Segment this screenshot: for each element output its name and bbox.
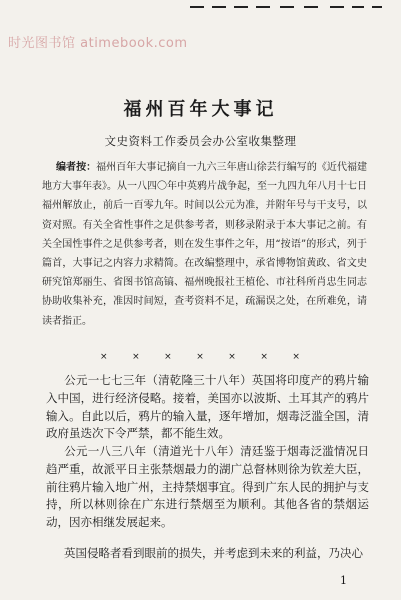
top-rule <box>304 6 318 8</box>
divider-mark: × <box>100 352 108 362</box>
divider-mark: × <box>164 352 172 362</box>
editor-note-label: 编者按： <box>56 162 97 173</box>
divider-mark: × <box>292 352 300 362</box>
divider-mark: × <box>260 352 268 362</box>
divider-mark: × <box>132 352 140 362</box>
top-rule <box>190 6 204 8</box>
editor-note-text: 福州百年大事记摘自一九六三年唐山徐芸行编写的《近代福建地方大事年表》。从一八四〇年中英鸦片战争起，至一九四九年八月十七日福州解放止，前后一百零九年。时间以公元为准，并附年号与干支号，以资对照。有关全省性事件之足供参考者，则移录附录于本大事记之前。有关全国性事件之足供参考者，则在发生事件之年，用“按语”的形式，列于篇首，大事记之内容力求精简。在改编整理中，承省博物馆黄政、省文史研究馆郑丽生、省图书馆高镐、福州晚报社王植伦、市社科所肖忠生同志协助收集补充，准因时间短，查考资料不足，疏漏误之处，在所难免，请读者指正。 <box>42 162 368 327</box>
top-rule <box>234 6 248 8</box>
top-rule <box>256 6 270 8</box>
body-paragraph <box>46 443 369 532</box>
top-rule <box>212 6 226 8</box>
top-rule <box>352 6 364 8</box>
paragraph-text: 公元一七七三年（清乾隆三十八年）英国将印度产的鸦片输入中国，进行经济侵略。接着，美国亦以波斯、土耳其产的鸦片输入。自此以后，鸦片的输入量，逐年增加，烟毒泛滥全国，清政府虽迭次下令严禁，都不能生效。 <box>46 373 369 441</box>
body-paragraph <box>46 545 369 563</box>
divider-mark: × <box>228 352 236 362</box>
section-divider <box>100 352 300 362</box>
top-rule <box>372 6 382 8</box>
divider-mark: × <box>196 352 204 362</box>
top-rule <box>280 6 294 8</box>
page-title: 福州百年大事记 <box>123 99 278 120</box>
watermark: 时光图书馆 atimebook.com <box>8 36 188 51</box>
page-subtitle: 文史资料工作委员会办公室收集整理 <box>104 134 297 148</box>
editor-note <box>42 158 367 331</box>
page-number: 1 <box>340 574 347 587</box>
body-paragraph <box>46 372 369 443</box>
paragraph-text: 英国侵略者看到眼前的损失，并考虑到未来的利益，乃决心 <box>64 546 363 560</box>
top-rule <box>330 6 344 8</box>
paragraph-text: 公元一八三八年（清道光十八年）清廷鉴于烟毒泛滥情况日趋严重，故派平日主张禁烟最力的湖广总督林则徐为钦差大臣，前往鸦片输入地广州，主持禁烟事宜。得到广东人民的拥护与支持，所以林则徐在广东进行禁烟至为顺利。其他各省的禁烟运动，因亦相继发展起来。 <box>46 444 369 530</box>
